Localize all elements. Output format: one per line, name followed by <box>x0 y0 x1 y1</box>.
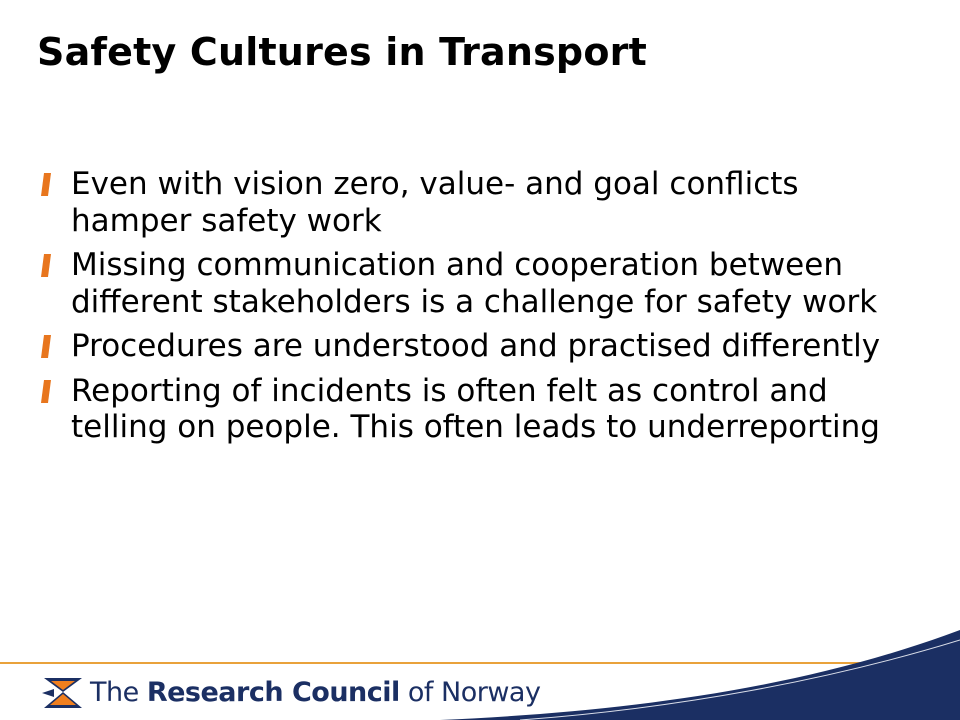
bullet-item <box>36 328 926 365</box>
logo-text-suffix: of Norway <box>407 677 541 708</box>
bullet-marker-icon <box>41 173 51 196</box>
bullet-text: Missing communication and cooperation between different stakeholders is a challenge for safety work <box>71 247 878 320</box>
bullet-text: Procedures are understood and practised differently <box>71 328 881 364</box>
footer <box>0 600 960 720</box>
bullet-marker-icon <box>41 335 51 358</box>
hourglass-logo-icon <box>42 676 84 710</box>
bullet-marker-icon <box>41 254 51 277</box>
bullet-marker-icon <box>41 380 51 403</box>
logo-wordmark <box>90 676 540 710</box>
logo-text-prefix: The <box>90 677 139 708</box>
bullet-item <box>36 247 926 320</box>
bullet-text: Reporting of incidents is often felt as control and telling on people. This often leads to underreporting <box>71 372 880 445</box>
bullet-item <box>36 166 926 239</box>
logo-text-strong: Research Council <box>146 677 400 708</box>
bullet-item <box>36 373 926 446</box>
bullet-text: Even with vision zero, value- and goal conflicts hamper safety work <box>71 166 799 239</box>
bullet-list <box>36 166 926 446</box>
slide-title: Safety Cultures in Transport <box>37 30 647 74</box>
